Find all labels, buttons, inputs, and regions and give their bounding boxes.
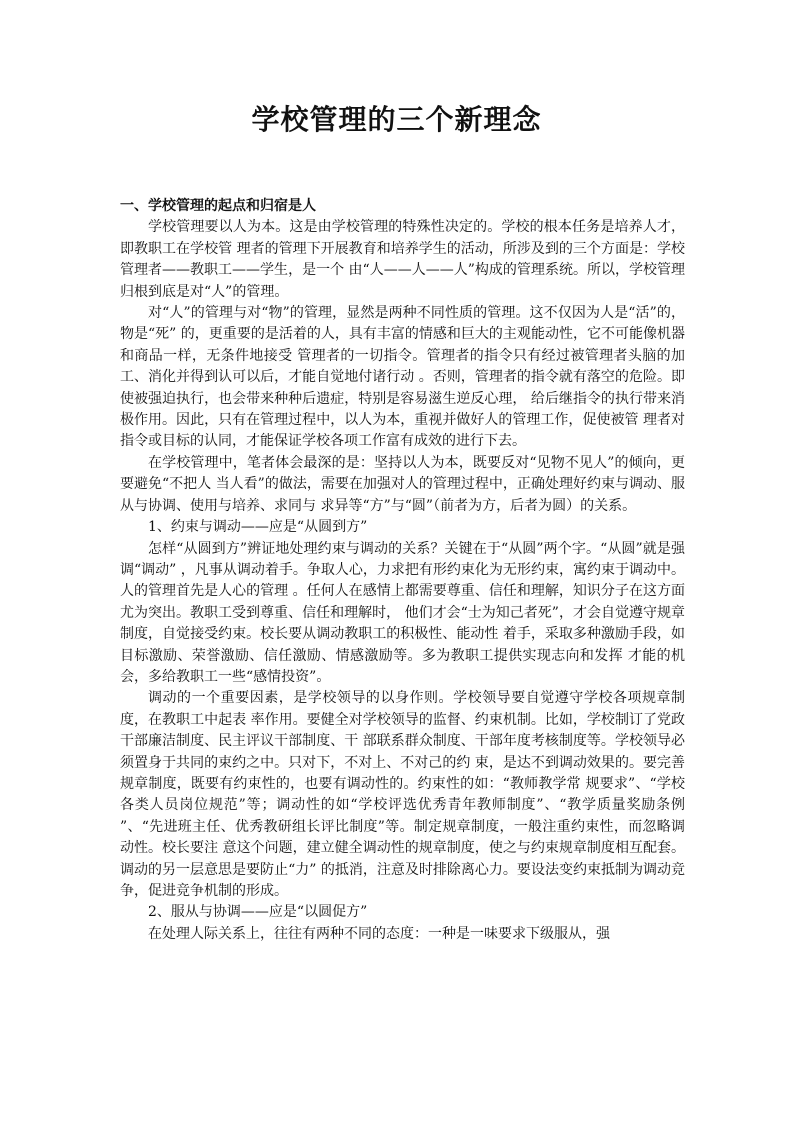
section-heading: 一、学校管理的起点和归宿是人 [120,198,316,214]
document-title: 学校管理的三个新理念 [251,103,542,136]
paragraph: 学校管理要以人为本。这是由学校管理的特殊性决定的。学校的根本任务是培养人才，即教职工在学校管 理者的管理下开展教育和培养学生的活动，所涉及到的三个方面是：学校管理者——教职工——学生，是一个 由“人——人——人”构成的管理系统。所以，学校管理归根到底是对“人”的管理。 [120,219,685,300]
subsection-heading: 2、服从与协调——应是“以圆促方” [148,904,368,921]
paragraph: 在处理人际关系上，往往有两种不同的态度：一种是一味要求下级服从，强 [148,925,610,942]
paragraph: 调动的一个重要因素，是学校领导的以身作则。学校领导要自觉遵守学校各项规章制度，在教职工中起表 率作用。要健全对学校领导的监督、约束机制。比如，学校制订了党政干部廉洁制度、民主评议干部制度、干 部联系群众制度、干部年度考核制度等。学校领导必须置身于共同的束约之中。只对下，不对上、不对己的约 束，是达不到调动效果的。要完善规章制度，既要有约束性的，也要有调动性的。约束性的如：“教师教学常 规要求”、“学校各类人员岗位规范”等；调动性的如“学校评选优秀青年教师制度”、“教学质量奖励条例 ”、“先进班主任、优秀教研组长评比制度”等。制定规章制度，一般注重约束性，而忽略调动性。校长要注 意这个问题，建立健全调动性的规章制度，使之与约束规章制度相互配套。调动的另一层意思是要防止“力” 的抵消，注意及时排除离心力。要设法变约束抵制为调动竞争，促进竞争机制的形成。 [120,690,685,899]
paragraph: 怎样“从圆到方”辨证地处理约束与调动的关系？关键在于“从圆”两个字。“从圆”就是强调“调动” ，凡事从调动着手。争取人心，力求把有形约束化为无形约束，寓约束于调动中。人的管理首先是人心的管理 。任何人在感情上都需要尊重、信任和理解，知识分子在这方面尤为突出。教职工受到尊重、信任和理解时， 他们才会“士为知己者死”，才会自觉遵守规章制度，自觉接受约束。校长要从调动教职工的积极性、能动性 着手，采取多种激励手段，如目标激励、荣誉激励、信任激励、情感激励等。多为教职工提供实现志向和发挥 才能的机会，多给教职工一些“感情投资”。 [120,540,685,685]
subsection-heading: 1、约束与调动——应是“从圆到方” [148,519,368,536]
paragraph: 在学校管理中，笔者体会最深的是：坚持以人为本，既要反对“见物不见人”的倾向，更要避免“不把人 当人看”的做法，需要在加强对人的管理过程中，正确处理好约束与调动、服从与协调、使用与培养、求同与 求异等“方”与“圆”（前者为方，后者为圆）的关系。 [120,454,685,514]
document-body [120,196,685,945]
paragraph: 对“人”的管理与对“物”的管理，显然是两种不同性质的管理。这不仅因为人是“活”的，物是“死” 的，更重要的是活着的人，具有丰富的情感和巨大的主观能动性，它不可能像机器和商品一样，无条件地接受 管理者的一切指令。管理者的指令只有经过被管理者头脑的加工、消化并得到认可以后，才能自觉地付诸行动 。否则，管理者的指令就有落空的危险。即使被强迫执行，也会带来种种后遗症，特别是容易滋生逆反心理， 给后继指令的执行带来消极作用。因此，只有在管理过程中，以人为本，重视并做好人的管理工作，促使被管 理者对指令或目标的认同，才能保证学校各项工作富有成效的进行下去。 [120,305,685,450]
